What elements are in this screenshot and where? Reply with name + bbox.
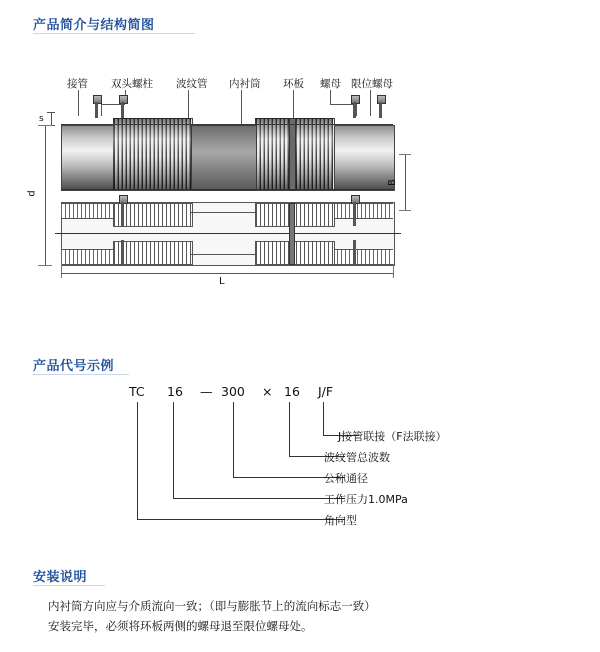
dim-B-bot (399, 210, 411, 211)
section-bellows-left-bottom (113, 241, 193, 265)
body-top-edge (61, 124, 393, 125)
leader-4 (293, 90, 294, 120)
liner-sleeve (191, 125, 257, 191)
section-hatch-left-bottom (61, 249, 113, 265)
section-stud-left (121, 202, 124, 226)
section-title-intro: 产品简介与结构简图 (33, 18, 155, 33)
install-note-1: 安装完毕，必须将环板两侧的螺母退至限位螺母处。 (48, 619, 313, 633)
stud-left-inner (121, 102, 124, 118)
section-bellows-right-bottom (255, 241, 335, 265)
leader-5c (356, 104, 357, 116)
code-token-4: × (262, 384, 273, 399)
section-hatch-left-top (61, 203, 113, 219)
dim-L: L (219, 276, 225, 287)
section-rule-code (33, 374, 129, 375)
part-label-4: 环板 (283, 78, 304, 90)
part-label-3: 内衬筒 (229, 78, 261, 90)
leader-0 (78, 90, 79, 116)
section-view-centerline (55, 233, 401, 234)
structure-diagram (26, 62, 558, 292)
pipe-left (61, 125, 115, 191)
callout-line-3-h (173, 498, 345, 499)
section-title-code: 产品代号示例 (33, 359, 115, 374)
code-token-6: J/F (318, 384, 334, 399)
section-stud-right-lower (353, 240, 356, 266)
callout-line-4-h (137, 519, 345, 520)
code-token-0: TC (129, 384, 145, 399)
code-token-1: 16 (167, 384, 183, 399)
pipe-right (333, 125, 395, 191)
callout-2: 公称通径 (324, 472, 368, 485)
callout-4: 角向型 (324, 514, 357, 527)
section-title-install: 安装说明 (33, 570, 88, 585)
part-label-1: 双头螺柱 (111, 78, 153, 90)
leader-5 (330, 90, 331, 104)
dim-d-top (38, 125, 52, 126)
dim-L-tick-right (393, 264, 394, 278)
section-rule-intro (33, 33, 195, 34)
callout-line-4-v (137, 402, 138, 519)
section-hatch-right-bottom (333, 249, 393, 265)
dim-B-line (405, 154, 406, 210)
callout-line-0-v (323, 402, 324, 435)
code-token-3: 300 (221, 384, 245, 399)
callout-1: 波纹管总波数 (324, 451, 390, 464)
install-notes (48, 596, 548, 636)
code-token-5: 16 (284, 384, 300, 399)
stud-left-outer (95, 102, 98, 118)
section-ring-plate (289, 203, 295, 265)
stud-right-outer (379, 102, 382, 118)
product-code-diagram (33, 384, 558, 549)
part-label-2: 波纹管 (176, 78, 208, 90)
leader-6 (370, 90, 371, 116)
section-rule-install (33, 585, 105, 586)
section-liner-bottom (191, 254, 255, 255)
dim-d-bot (38, 265, 52, 266)
section-hatch-right-top (333, 203, 393, 219)
dim-s: s (39, 114, 44, 124)
dim-s-top (47, 112, 55, 113)
callout-0: J接管联接（F法联接） (338, 430, 447, 443)
part-label-5: 螺母 (320, 78, 341, 90)
section-bellows-left-top (113, 203, 193, 227)
bellows-left (113, 118, 193, 191)
callout-line-2-v (233, 402, 234, 477)
install-note-0: 内衬筒方向应与介质流向一致；（即与膨胀节上的流向标志一致） (48, 599, 376, 613)
section-bellows-right-top (255, 203, 335, 227)
part-label-6: 限位螺母 (351, 78, 393, 90)
body-bottom-edge (61, 189, 393, 190)
dim-B-top (399, 154, 411, 155)
dim-B: B (386, 179, 398, 186)
part-label-0: 接管 (67, 78, 88, 90)
section-liner-top (191, 212, 255, 213)
dim-s-tick (51, 112, 52, 126)
callout-line-3-v (173, 402, 174, 498)
callout-line-1-v (289, 402, 290, 456)
dim-d-line (45, 125, 46, 265)
dim-L-tick-left (61, 264, 62, 278)
ring-plate (289, 118, 296, 191)
section-stud-right (353, 202, 356, 226)
callout-3: 工作压力1.0MPa (324, 493, 408, 506)
leader-1c (101, 104, 102, 116)
dim-d: d (26, 190, 38, 197)
stud-right-inner (353, 102, 356, 118)
code-token-2: — (200, 384, 213, 399)
section-stud-left-lower (121, 240, 124, 266)
dim-L-line (61, 273, 393, 274)
